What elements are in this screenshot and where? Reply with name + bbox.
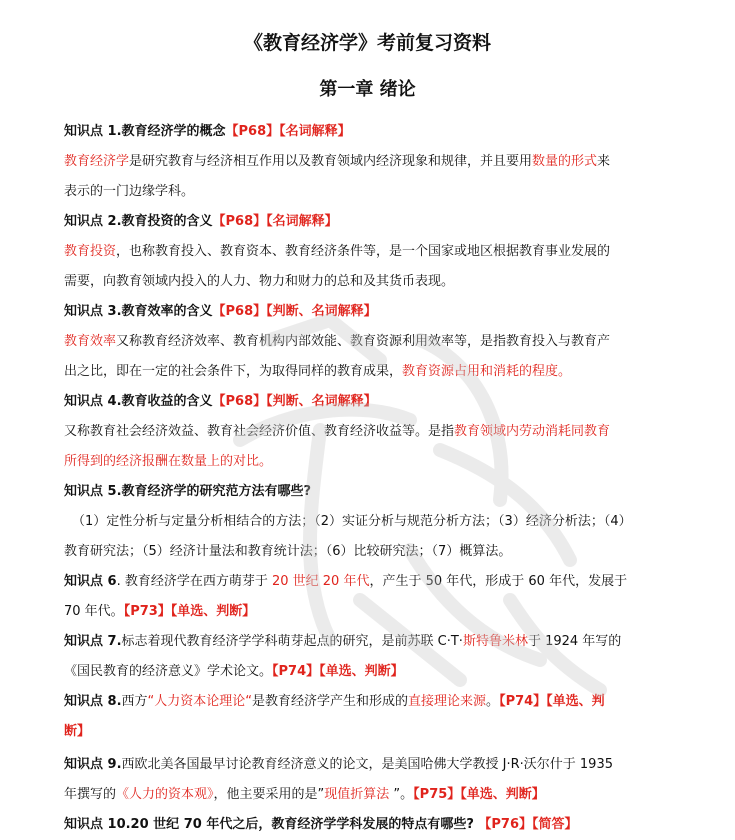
kp8-highlight2: 直接理论来源 xyxy=(408,694,487,709)
kp10-label: 知识点 10.20 世纪 70 年代之后，教育经济学学科发展的特点有哪些? xyxy=(64,817,474,832)
kp8-mid: 是教育经济学产生和形成的 xyxy=(252,694,409,709)
kp1-tags: 【P68】【名词解释】 xyxy=(225,124,351,139)
kp9-line2 xyxy=(64,785,679,805)
kp6-highlight: 20 世纪 20 年代 xyxy=(271,574,370,589)
kp9-text2: 年撰写的 xyxy=(64,787,117,802)
kp9-tags: 【P75】【单选、判断】 xyxy=(413,787,545,802)
kp1-text: 是研究教育与经济相互作用以及教育领域内经济现象和规律，并且要用 xyxy=(129,154,533,169)
kp2-heading xyxy=(64,212,679,232)
kp7-highlight: 斯特鲁米林 xyxy=(462,634,528,649)
kp7-text2: 《国民教育的经济意义》学术论文。 xyxy=(64,664,273,679)
kp4-label: 知识点 4.教育收益的含义 xyxy=(64,394,213,409)
kp4-highlight2: 所得到的经济报酬在数量上的对比。 xyxy=(64,454,273,469)
kp9-highlight2: 现值折算法 xyxy=(324,787,390,802)
kp7-text: 标志着现代教育经济学学科萌芽起点的研究，是前苏联 C·T· xyxy=(121,634,463,649)
kp9-end: ”。 xyxy=(389,787,414,802)
kp1-heading xyxy=(64,122,679,142)
kp4-heading xyxy=(64,392,679,412)
kp8-highlight: “人力资本论理论“ xyxy=(147,694,253,709)
kp6-line2 xyxy=(64,602,679,622)
kp1-line1 xyxy=(64,152,679,172)
kp8-tags2: 断】 xyxy=(64,724,91,739)
kp7-end: 于 1924 年写的 xyxy=(527,634,622,649)
kp8-line2 xyxy=(64,722,679,742)
kp10-tags: 【P76】【简答】 xyxy=(473,817,578,832)
kp9-text: 西欧北美各国最早讨论教育经济意义的论文，是美国哈佛大学教授 J·R·沃尔什于 1935 xyxy=(121,757,613,772)
kp1-highlight: 数量的形式 xyxy=(532,154,598,169)
kp6-label: 知识点 6 xyxy=(64,574,117,589)
kp3-highlight: 教育资源占用和消耗的程度。 xyxy=(402,364,572,379)
kp7-label: 知识点 7. xyxy=(64,634,122,649)
kp8-label: 知识点 8. xyxy=(64,694,122,709)
kp6-text2: 70 年代。 xyxy=(64,604,124,619)
kp8-line1 xyxy=(64,692,679,712)
kp6-end: ，产生于 50 年代，形成于 60 年代，发展于 xyxy=(369,574,628,589)
kp7-tags: 【P74】【单选、判断】 xyxy=(272,664,404,679)
kp3-text2: 出之比，即在一定的社会条件下，为取得同样的教育成果， xyxy=(64,364,403,379)
kp2-label: 知识点 2.教育投资的含义 xyxy=(64,214,213,229)
kp4-text: 又称教育社会经济效益、教育社会经济价值、教育经济收益等。是指 xyxy=(64,424,455,439)
kp2-text: ，也称教育投入、教育资本、教育经济条件等，是一个国家或地区根据教育事业发展的 xyxy=(116,244,611,259)
kp3-tags: 【P68】【判断、名词解释】 xyxy=(212,304,377,319)
kp3-term: 教育效率 xyxy=(64,334,117,349)
kp3-heading xyxy=(64,302,679,322)
kp1-term: 教育经济学 xyxy=(64,154,130,169)
kp2-tags: 【P68】【名词解释】 xyxy=(212,214,338,229)
kp3-line1 xyxy=(64,332,679,352)
kp8-end: 。 xyxy=(486,694,500,709)
kp4-tags: 【P68】【判断、名词解释】 xyxy=(212,394,377,409)
kp8-text: 西方 xyxy=(121,694,148,709)
kp2-term: 教育投资 xyxy=(64,244,117,259)
kp6-line1 xyxy=(64,572,679,592)
kp4-line1 xyxy=(64,422,679,442)
kp6-tags: 【P73】【单选、判断】 xyxy=(123,604,256,619)
kp7-line2 xyxy=(64,662,679,682)
kp1-label: 知识点 1.教育经济学的概念 xyxy=(64,124,226,139)
kp8-tags: 【P74】【单选、判 xyxy=(499,694,605,709)
kp5-line2: 教育研究法；（5）经济计量法和教育统计法；（6）比较研究法；（7）概算法。 xyxy=(64,544,512,559)
kp4-highlight: 教育领域内劳动消耗同教育 xyxy=(454,424,611,439)
kp3-text: 又称教育经济效率、教育机构内部效能、教育资源利用效率等，是指教育投入与教育产 xyxy=(116,334,611,349)
kp6-text: . 教育经济学在西方萌芽于 xyxy=(116,574,272,589)
kp3-label: 知识点 3.教育效率的含义 xyxy=(64,304,213,319)
kp2-line1 xyxy=(64,242,679,262)
kp9-label: 知识点 9. xyxy=(64,757,122,772)
kp10-heading xyxy=(64,815,679,835)
kp3-line2 xyxy=(64,362,679,382)
kp5-label: 知识点 5.教育经济学的研究范方法有哪些? xyxy=(64,484,312,499)
chapter-title: 第一章 绪论 xyxy=(319,79,416,100)
kp1-line2: 表示的一门边缘学科。 xyxy=(64,184,195,199)
kp7-line1 xyxy=(64,632,679,652)
kp2-line2: 需要，向教育领域内投入的人力、物力和财力的总和及其货币表现。 xyxy=(64,274,455,289)
kp5-line1: （1）定性分析与定量分析相结合的方法；（2）实证分析与规范分析方法；（3）经济分析法；（4） xyxy=(72,514,632,529)
document-title: 《教育经济学》考前复习资料 xyxy=(243,32,491,54)
kp5-heading xyxy=(64,482,679,502)
kp1-end: 来 xyxy=(597,154,611,169)
kp9-mid: ，他主要采用的是” xyxy=(213,787,325,802)
kp9-highlight: 《人力的资本观》 xyxy=(116,787,214,802)
kp9-line1 xyxy=(64,755,679,775)
kp4-line2 xyxy=(64,452,679,472)
